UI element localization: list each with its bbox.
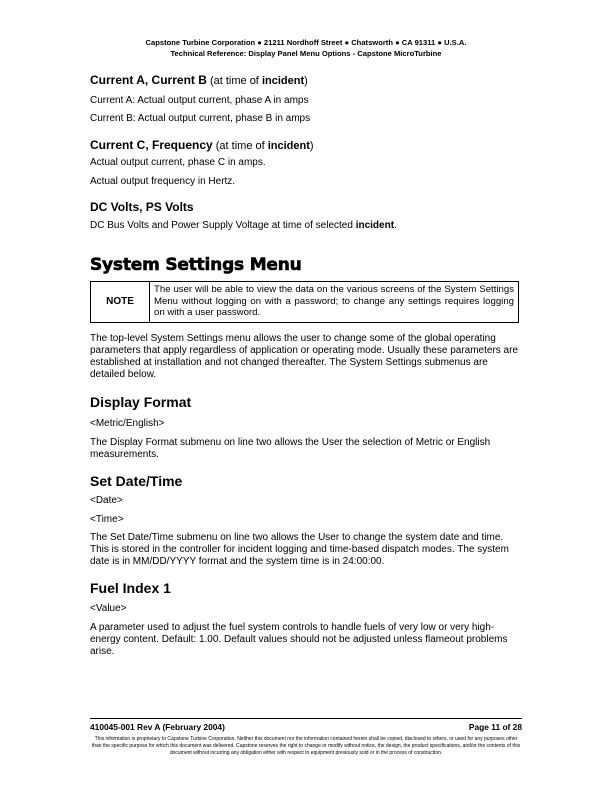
dc-volts-heading: DC Volts, PS Volts [90,200,194,214]
footer-doc-id: 410045-001 Rev A (February 2004) [90,722,225,732]
current-ab-heading: Current A, Current B (at time of incident) [90,73,308,87]
current-b-text: Current B: Actual output current, phase B in amps [90,113,311,124]
note-label: NOTE [91,282,150,323]
footer-legal-text: This information is proprietary to Capstone Turbine Corporation. Neither this document nor the information contained herein shall be copied, disclosed to others, or used for any purposes other than the specific purpose for which this document was delivered. Capstone reserves the right to change or modify without notice, the design, the product specifications, and/or the contents of this document without incurring any obligation either with respect to equipment previously sold or in the process of construction. [91,736,521,756]
current-c-section [90,138,518,152]
header-address: Capstone Turbine Corporation ● 21211 Nordhoff Street ● Chatsworth ● CA 91311 ● U.S.A. [145,38,467,47]
page-header [0,37,612,59]
date-value: <Date> [90,495,123,506]
fuel-index-heading: Fuel Index 1 [90,580,171,596]
header-doc-title: Technical Reference: Display Panel Menu Options - Capstone MicroTurbine [170,49,442,58]
note-box [90,281,518,323]
system-settings-intro: The top-level System Settings menu allows the user to change some of the global operating parameters that apply regardless of application or operating mode. Usually these parameters are established at installation and not changed thereafter. The System Settings submenus are detailed below. [90,333,519,380]
frequency-text: Actual output frequency in Hertz. [90,176,236,187]
current-c-heading: Current C, Frequency (at time of incident) [90,138,314,152]
footer-divider [90,718,522,719]
display-format-text: The Display Format submenu on line two allows the User the selection of Metric or English measurements. [90,437,491,460]
display-format-value: <Metric/English> [90,418,165,429]
fuel-index-value: <Value> [90,603,127,614]
current-c-text: Actual output current, phase C in amps. [90,157,266,168]
display-format-heading: Display Format [90,394,192,410]
dc-volts-text: DC Bus Volts and Power Supply Voltage at time of selected incident. [90,220,397,231]
time-value: <Time> [90,514,124,525]
current-a-text: Current A: Actual output current, phase A in amps [90,95,309,106]
system-settings-title: System Settings Menu [90,255,302,275]
set-date-time-heading: Set Date/Time [90,473,183,489]
current-ab-section [90,73,518,87]
fuel-index-text: A parameter used to adjust the fuel system controls to handle fuels of very low or very high-energy content. Default: 1.00. Default values should not be adjusted unless flameout problems arise. [90,622,508,657]
note-text: The user will be able to view the data on the various screens of the System Settings Menu without logging on with a password; to change any settings requires logging on with a user password. [150,282,519,323]
set-date-time-text: The Set Date/Time submenu on line two allows the User to change the system date and time. This is stored in the controller for incident logging and time-based dispatch modes. The system date is in MM/DD/YYYY format and the system time is in 24:00:00. [90,532,509,567]
footer-page-number: Page 11 of 28 [468,722,522,732]
